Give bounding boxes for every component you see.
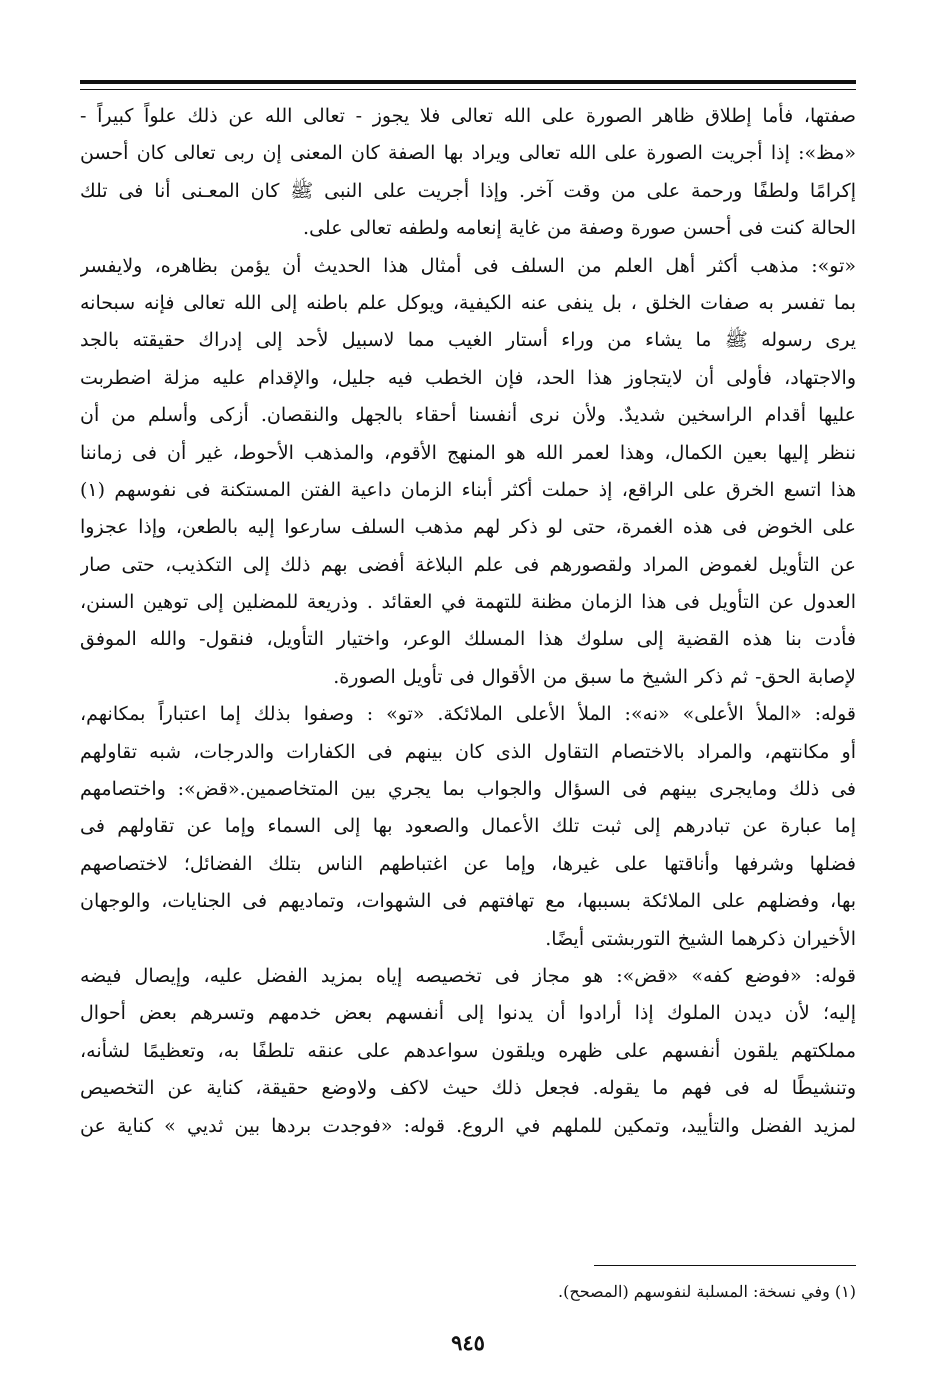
footnote-rule — [594, 1265, 856, 1266]
text-line: إليه؛ لأن ديدن الملوك إذا أرادوا أن يدنوا إلى أنفسهم بعض خدمهم وتسرهم بعض أحوال — [80, 1002, 856, 1025]
text-line: الحالة كنت فى أحسن صورة وصفة من غاية إنعامه ولطفه تعالى على. — [303, 217, 856, 240]
text-line: مملكتهم يلقون أنفسهم على ظهره ويلقون سواعدهم على عنقه تلطفًا به، وتعظيمًا لشأنه، — [80, 1039, 856, 1062]
header-rule-thick — [80, 80, 856, 84]
text-line: إكرامًا ولطفًا ورحمة على من وقت آخر. وإذا أجريت على النبى ﷺ كان المعـنى أنا فى تلك — [80, 179, 856, 202]
text-line: فى ذلك ومايجرى بينهم فى السؤال والجواب بما يجري بين المتخاصمين.«قض»: واختصامهم — [80, 778, 856, 801]
text-line: أو مكانتهم، والمراد بالاختصام التقاول الذى كان بينهم فى الكفارات والدرجات، شبه تقاولهم — [80, 740, 856, 763]
text-line: العدول عن التأويل فى هذا الزمان مظنة للتهمة في العقائد . وذريعة للمضلين إلى توهين السنن، — [80, 591, 856, 614]
text-line: بما تفسر به صفات الخلق ، بل ينفى عنه الكيفية، ويوكل علم باطنه إلى الله تعالى فإنه سبحانه — [80, 291, 856, 314]
text-line: إما عبارة عن تبادرهم إلى ثبت تلك الأعمال والصعود بها إلى السماء وإما عن تقاولهم فى — [80, 815, 856, 838]
text-line: قوله: «فوضع كفه» «قض»: هو مجاز فى تخصيصه إياه بمزيد الفضل عليه، وإيصال فيضه — [80, 964, 856, 987]
text-line: لإصابة الحق- ثم ذكر الشيخ ما سبق من الأقوال فى تأويل الصورة. — [333, 665, 856, 688]
body-text — [80, 98, 856, 1145]
text-line: وتنشيطًا له فى فهم ما يقوله. فجعل ذلك حيث لاكف ولاوضع حقيقة، كناية عن التخصيص — [80, 1077, 856, 1100]
text-line: عليها أقدام الراسخين شديدٌ. ولأن نرى أنفسنا أحقاء بالجهل والنقصان. أزكى وأسلم من أن — [80, 404, 856, 427]
page-number: ٩٤٥ — [451, 1330, 485, 1355]
footnote: (١) وفي نسخة: المسلبة لنفوسهم (المصحح). — [558, 1282, 856, 1301]
text-line: قوله: «الملأ الأعلى» «نه»: الملأ الأعلى الملائكة. «تو» : وصفوا بذلك إما اعتباراً بمكانهم، — [80, 703, 856, 726]
text-line: ننظر إليها بعين الكمال، وهذا لعمر الله هو المنهج الأقوم، والمذهب الأحوط، غير أن فى زماننا — [80, 441, 856, 464]
text-line: هذا اتسع الخرق على الراقع، إذ حملت أكثر أبناء الزمان داعية الفتن المستكنة فى نفوسهم (١) — [80, 478, 856, 501]
text-line: «تو»: مذهب أكثر أهل العلم من السلف فى أمثال هذا الحديث أن يؤمن بظاهره، ولايفسر — [80, 254, 856, 277]
text-line: فضلها وشرفها وأناقتها على غيرها، وإما عن اغتباطهم الناس بتلك الفضائل؛ لاختصاصهم — [80, 852, 856, 875]
text-line: على الخوض فى هذه الغمرة، حتى لو ذكر لهم مذهب السلف سارعوا إليه بالطعن، وإذا عجزوا — [80, 516, 856, 539]
text-line: «مظ»: إذا أجريت الصورة على الله تعالى ويراد بها الصفة كان المعنى إن ربى تعالى كان أحسن — [80, 142, 856, 165]
text-line: فأدت بنا هذه القضية إلى سلوك هذا المسلك الوعر، واختيار التأويل، فنقول- والله الموفق — [80, 628, 856, 651]
text-line: بها، وفضلهم على الملائكة بسببها، مع تهافتهم فى الشهوات، وتماديهم فى الجنايات، والوجهان — [80, 890, 856, 913]
text-line: صفتها، فأما إطلاق ظاهر الصورة على الله تعالى فلا يجوز - تعالى الله عن ذلك علواً كبيراً - — [80, 105, 856, 127]
text-line: الأخيران ذكرهما الشيخ التوربشتى أيضًا. — [545, 927, 856, 950]
text-line: يرى رسوله ﷺ ما يشاء من وراء أستار الغيب مما لاسبيل لأحد إلى إدراك حقيقته بالجد — [80, 329, 856, 352]
text-line: والاجتهاد، فأولى أن لايتجاوز هذا الحد، فإن الخطب فيه جليل، والإقدام عليه مزلة اضطربت — [80, 366, 856, 389]
text-line: عن التأويل لغموض المراد ولقصورهم فى علم البلاغة أفضى بهم ذلك إلى التكذيب، حتى صار — [80, 553, 856, 576]
text-line: لمزيد الفضل والتأييد، وتمكين للملهم في الروع. قوله: «فوجدت بردها بين ثديي » كناية عن — [80, 1114, 856, 1137]
header-rule-thin — [80, 89, 856, 90]
